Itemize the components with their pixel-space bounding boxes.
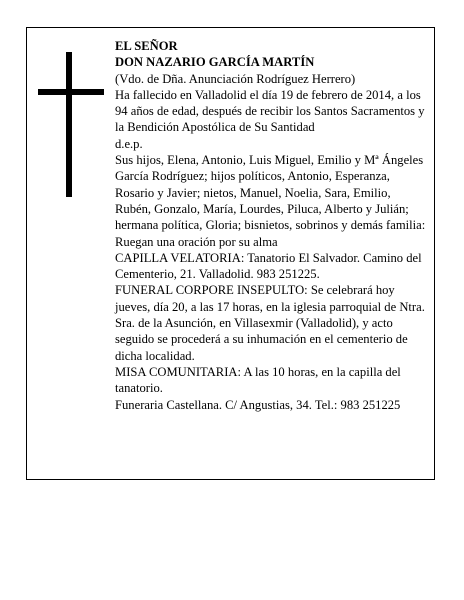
widower-of: (Vdo. de Dña. Anunciación Rodríguez Herrero) — [115, 71, 356, 86]
dep-line: d.e.p. — [115, 136, 143, 151]
funeral-info: FUNERAL CORPORE INSEPULTO: Se celebrará hoy jueves, día 20, a las 17 horas, en la iglesia parroquial de Ntra. Sra. de la Asunción, en Villasexmir (Valladolid), y acto seguido se procederá a su inhumación en el cementerio de dicha localidad. — [115, 283, 425, 363]
funeral-home-info: Funeraria Castellana. C/ Angustias, 34. Tel.: 983 251225 — [115, 397, 401, 412]
mass-info: MISA COMUNITARIA: A las 10 horas, en la capilla del tanatorio. — [115, 364, 401, 396]
deceased-title: EL SEÑOR — [115, 39, 178, 53]
deceased-name: DON NAZARIO GARCÍA MARTÍN — [115, 55, 315, 70]
chapel-info: CAPILLA VELATORIA: Tanatorio El Salvador. Camino del Cementerio, 21. Valladolid. 983 251225. — [115, 250, 422, 282]
prayer-request: Ruegan una oración por su alma — [115, 234, 278, 249]
death-statement: Ha fallecido en Valladolid el día 19 de febrero de 2014, a los 94 años de edad, después de recibir los Santos Sacramentos y la Bendición Apostólica de Su Santidad — [115, 87, 425, 135]
cross-vertical-bar — [66, 52, 72, 197]
cross-icon — [38, 52, 104, 197]
family-list: Sus hijos, Elena, Antonio, Luis Miguel, Emilio y Mª Ángeles García Rodríguez; hijos políticos, Antonio, Esperanza, Rosario y Javier; nietos, Manuel, Noelia, Sara, Emilio, Rubén, Gonzalo, María, Lourdes, Piluca, Alberto y Julián; hermana política, Gloria; bisnietos, sobrinos y demás familia: — [115, 153, 426, 233]
obituary-text — [115, 38, 427, 413]
cross-horizontal-bar — [38, 89, 104, 95]
